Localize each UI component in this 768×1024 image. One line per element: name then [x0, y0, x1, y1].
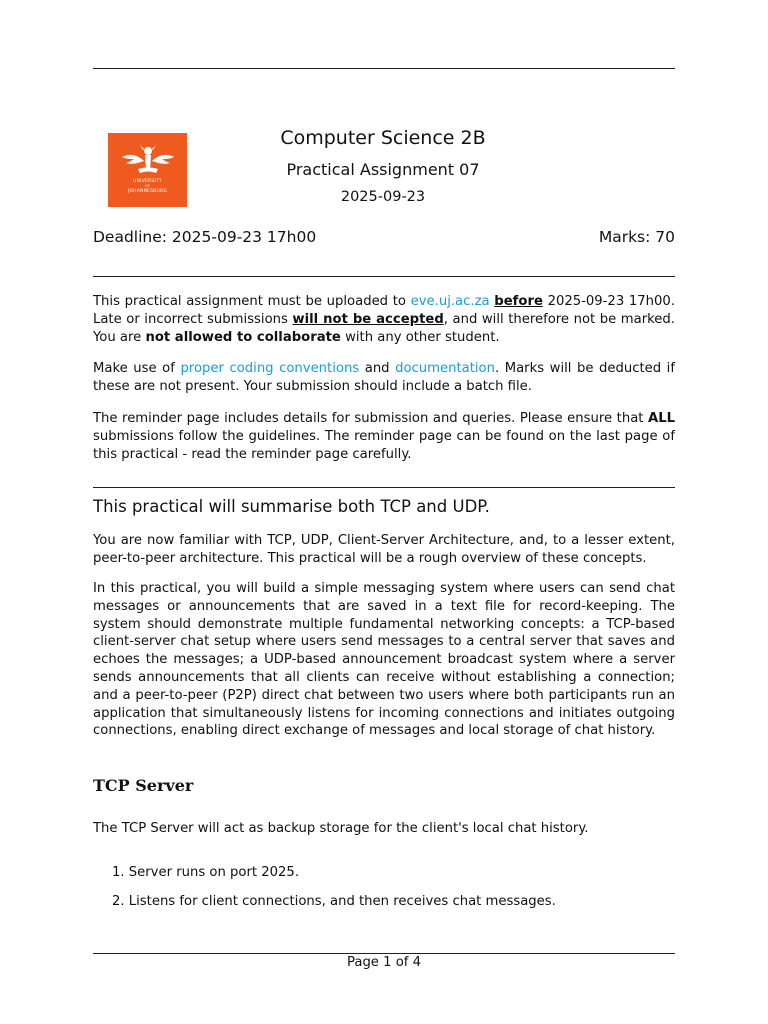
intro-text: with any other student.	[340, 329, 500, 345]
course-title: Computer Science 2B	[280, 127, 486, 149]
footer-rule	[93, 953, 675, 954]
list-item: 1. Server runs on port 2025.	[112, 865, 300, 880]
university-logo	[108, 133, 187, 207]
intro-text: This practical assignment must be uploaded to	[93, 294, 411, 309]
list-item: 2. Listens for client connections, and then receives chat messages.	[112, 894, 556, 909]
intro-paragraph-3	[93, 410, 675, 463]
logo-line-3: JOHANNESBURG	[127, 189, 168, 194]
intro-text: 2025-09-23 17h00. Late or incorrect submissions	[93, 294, 675, 327]
all-emphasis: ALL	[647, 411, 675, 426]
header-rule	[93, 276, 675, 277]
intro-text: submissions follow the guidelines. The reminder page can be found on the last page of this practical - read the reminder page carefully.	[93, 428, 675, 462]
intro-text: . Marks will be deducted if these are not present. Your submission should include a batch file.	[93, 361, 675, 394]
intro-text: Make use of	[93, 361, 181, 376]
section-paragraph-2: In this practical, you will build a simple messaging system where users can send chat messages or announcements that are saved in a text file for record-keeping. The system should demonstrate multiple fundamental networking concepts: a TCP-based client-server chat setup where users send messages to a central server that saves and echoes the messages; a UDP-based announcement broadcast system where a server sends announcements that all clients can receive without establishing a connection; and a peer-to-peer (P2P) direct chat between two users where both participants run an application that simultaneously listens for incoming connections and initiates outgoing connections, enabling direct exchange of messages and local storage of chat history.	[93, 581, 675, 739]
logo-text	[128, 179, 167, 194]
logo-line-1: UNIVERSITY	[133, 179, 162, 184]
intro-text: and	[359, 361, 396, 376]
section-paragraph-1: You are now familiar with TCP, UDP, Client-Server Architecture, and, to a lesser extent, peer-to-peer architecture. This practical will be a rough overview of these concepts.	[93, 533, 675, 566]
coding-conventions-link[interactable]: proper coding conventions	[180, 361, 360, 376]
marks-text: Marks: 70	[598, 228, 675, 246]
logo-emblem-icon	[120, 143, 176, 177]
deadline-row	[93, 228, 675, 246]
tcp-server-heading: TCP Server	[93, 776, 194, 795]
no-collaborate-emphasis: not allowed to collaborate	[145, 329, 341, 345]
section-rule	[93, 487, 675, 488]
top-rule	[93, 68, 675, 69]
page-number: Page 1 of 4	[347, 955, 421, 970]
assignment-subtitle: Practical Assignment 07	[286, 160, 480, 179]
section-heading: This practical will summarise both TCP and UDP.	[93, 497, 490, 516]
intro-text: The reminder page includes details for submission and queries. Please ensure that	[93, 411, 648, 426]
not-accepted-emphasis: will not be accepted	[292, 311, 444, 327]
tcp-server-intro: The TCP Server will act as backup storage for the client's local chat history.	[93, 821, 589, 836]
logo-line-2: OF	[144, 184, 151, 188]
documentation-link[interactable]: documentation	[395, 361, 495, 376]
intro-text: , and will therefore not be marked. You are	[93, 311, 675, 345]
deadline-text: Deadline: 2025-09-23 17h00	[93, 228, 317, 246]
assignment-date: 2025-09-23	[340, 189, 426, 205]
intro-paragraph-2	[93, 360, 675, 396]
before-emphasis: before	[494, 294, 543, 309]
intro-paragraph-1	[93, 293, 675, 346]
eve-link[interactable]: eve.uj.ac.za	[410, 294, 490, 309]
